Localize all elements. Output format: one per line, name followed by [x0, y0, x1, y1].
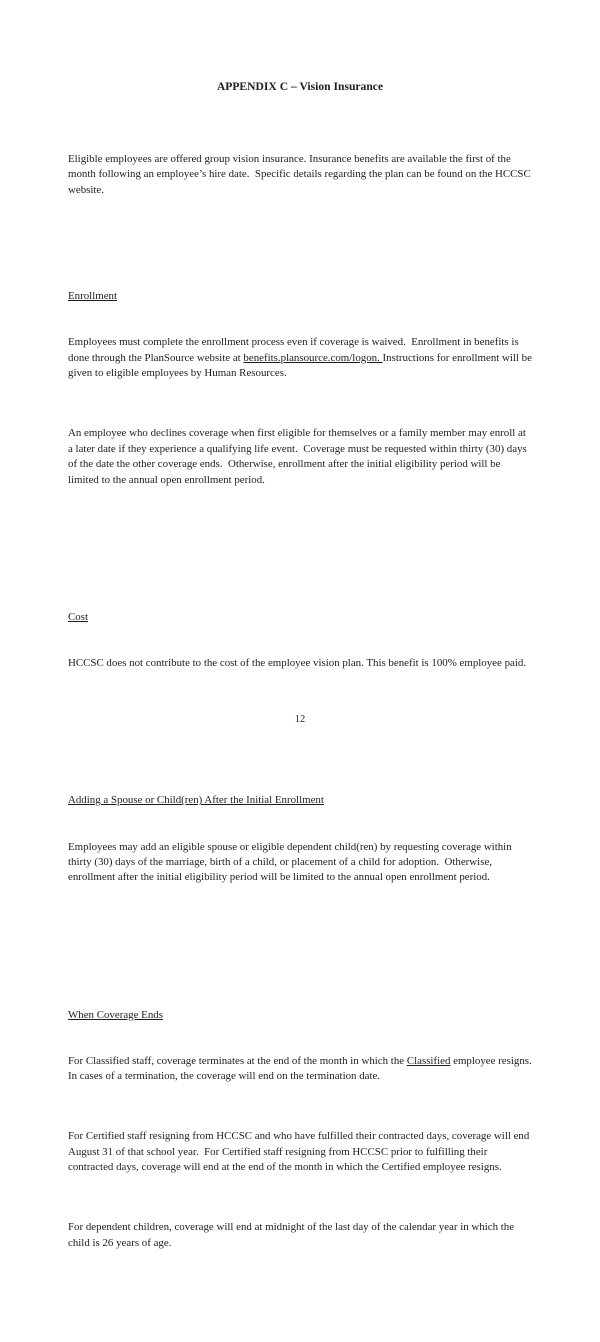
enrollment-paragraph-1-tail: Instructions for enrollment will be given to eligible employees by Human Resources.: [68, 351, 535, 380]
dependent-children-paragraph: For dependent children, coverage will end at midnight of the last day of the calendar year in which the child is 26 years of age.: [68, 1221, 517, 1249]
enrollment-paragraph-2: An employee who declines coverage when first eligible for themselves or a family member may enroll at a later date if they experience a qualifying life event. Coverage must be requested within thirty (30) days of the date the other coverage ends. Otherwise, enrollment after the initial eligibility period will be limited to the annual open enrollment period.: [68, 427, 530, 486]
classified-staff-paragraph-tail: employee resigns. In cases of a termination, the coverage will end on the termination date.: [68, 1054, 538, 1083]
enrollment-paragraph-1: [68, 335, 535, 381]
classified-staff-paragraph: [68, 1054, 538, 1085]
plansource-url: benefits.plansource.com/logon.: [243, 351, 383, 364]
adding-dependents-paragraph: Employees may add an eligible spouse or eligible dependent child(ren) by requesting coverage within thirty (30) days of the marriage, birth of a child, or placement of a child for adoption. Otherwise, enrollment after the initial eligibility period will be limited to the annual open enrollment period.: [68, 840, 515, 884]
heading-enrollment: Enrollment: [68, 290, 117, 303]
section-cost: [68, 579, 532, 716]
heading-cost: Cost: [68, 610, 88, 623]
section-adding-dependents: [68, 762, 532, 930]
classified-underlined-word: Classified: [406, 1054, 451, 1067]
cost-paragraph: HCCSC does not contribute to the cost of the employee vision plan. This benefit is 100% employee paid.: [68, 657, 527, 670]
section-when-coverage-ends: [68, 977, 538, 1296]
intro-paragraph: Eligible employees are offered group vision insurance. Insurance benefits are available the first of the month following an employee’s hire date. Specific details regarding the plan can be found on the HCCSC website.: [68, 152, 534, 196]
certified-staff-paragraph: For Certified staff resigning from HCCSC and who have fulfilled their contracted days, coverage will end August 31 of that school year. For Certified staff resigning from HCCSC prior to fulfilling their contracted days, coverage will end at the end of the month in which the Certified employee resigns.: [68, 1130, 532, 1174]
heading-when-coverage-ends: When Coverage Ends: [68, 1008, 163, 1021]
enrollment-paragraph-1-text: Employees must complete the enrollment process even if coverage is waived. Enrollment in benefits is done through the PlanSource website at: [68, 336, 522, 364]
page-title: APPENDIX C – Vision Insurance: [216, 80, 384, 94]
document-content: [68, 33, 538, 1342]
page-number: 12: [294, 714, 306, 725]
heading-adding-dependents: Adding a Spouse or Child(ren) After the Initial Enrollment: [68, 794, 324, 807]
section-enrollment: [68, 258, 535, 533]
classified-staff-paragraph-text: For Classified staff, coverage terminates at the end of the month in which the: [68, 1054, 407, 1067]
